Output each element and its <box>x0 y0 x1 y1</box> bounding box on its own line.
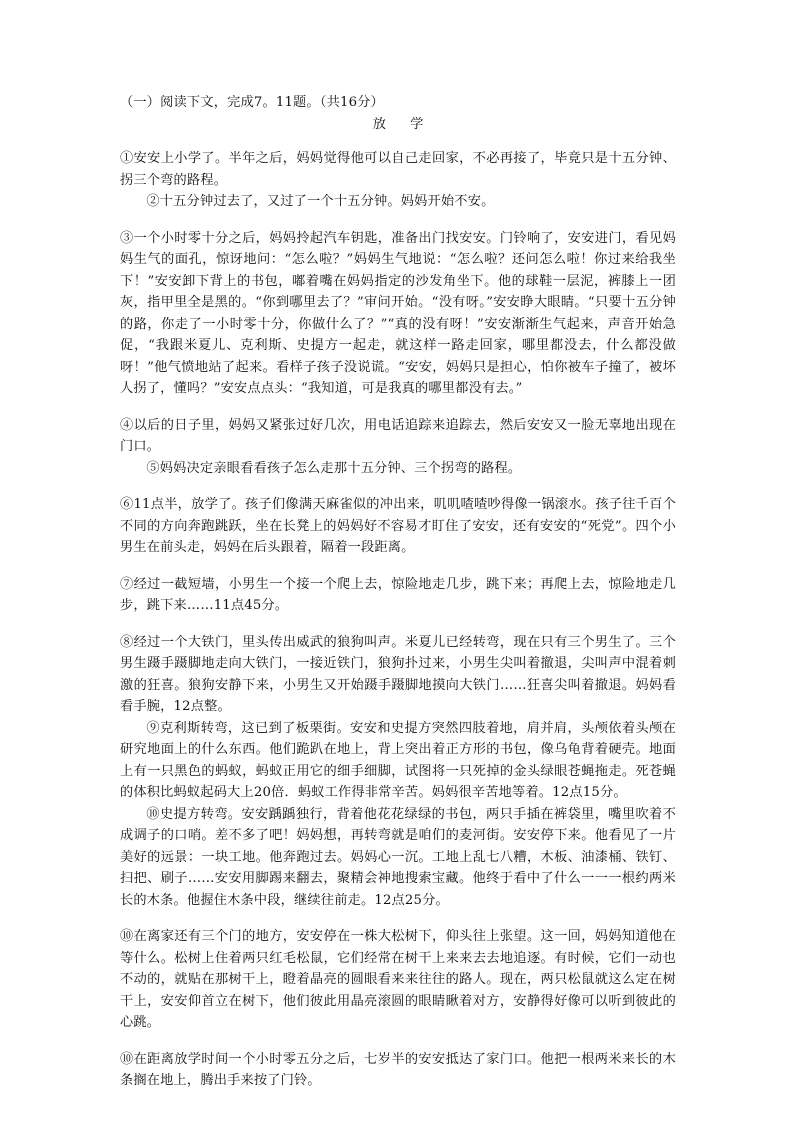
paragraph-6: ⑥11点半，放学了。孩子们像满天麻雀似的冲出来，叽叽喳喳吵得像一锅滚水。孩子往千百个不同的方向奔跑跳跃，坐在长凳上的妈妈好不容易才盯住了安安，还有安安的“死党”。四个小男生在前头走，妈妈在后头跟着，隔着一段距离。 <box>120 497 676 555</box>
paragraph-11: ⑩在离家还有三个门的地方，安安停在一株大松树下，仰头往上张望。这一回，妈妈知道他在等什么。松树上住着两只红毛松鼠，它们经常在树干上来来去去地追逐。有时候，它们一动也不动的，就贴在那树干上，瞪着晶亮的圆眼看来来往往的路人。现在，两只松鼠就这么定在树干上，安安仰首立在树下，他们彼此用晶亮滚圆的眼睛瞅着对方，安静得好像可以听到彼此的心跳。 <box>120 929 676 1030</box>
paragraph-2: ②十五分钟过去了，又过了一个十五分钟。妈妈开始不安。 <box>146 194 495 209</box>
paragraph-1: ①安安上小学了。半年之后，妈妈觉得他可以自己走回家，不必再接了，毕竟只是十五分钟、拐三个弯的路程。 <box>120 151 676 188</box>
paragraph-10: ⑩史提方转弯。安安踽踽独行，背着他花花绿绿的书包，两只手插在裤袋里，嘴里吹着不成调子的口哨。差不多了吧！妈妈想，再转弯就是咱们的麦河街。安安停下来。他看见了一片美好的远景：一块工地。他奔跑过去。妈妈心一沉。工地上乱七八糟，木板、油漆桶、铁钉、扫把、刷子……安安用脚踢来翻去，聚精会神地搜索宝藏。他终于看中了什么一一一根约两米长的木条。他握住木条中段，继续往前走。12点25分。 <box>120 806 676 908</box>
paragraph-12: ⑩在距离放学时间一个小时零五分之后，七岁半的安安抵达了家门口。他把一根两米来长的木条搁在地上，腾出手来按了门铃。 <box>120 1051 676 1088</box>
document-page <box>120 92 676 1092</box>
story-title: 放 学 <box>372 116 434 132</box>
paragraph-8: ⑧经过一个大铁门，里头传出威武的狼狗叫声。米夏儿已经转弯，现在只有三个男生了。三个男生蹑手蹑脚地走向大铁门，一接近铁门，狼狗扑过来，小男生尖叫着撤退，尖叫声中混着刺激的狂喜。狼狗安静下来，小男生又开始蹑手蹑脚地摸向大铁门……狂喜尖叫着撤退。妈妈看看手腕，12点整。 <box>120 634 676 714</box>
paragraph-9: ⑨克利斯转弯，这已到了板栗街。安安和史提方突然四肢着地，肩并肩，头颅依着头颅在研究地面上的什么东西。他们跪趴在地上，背上突出着正方形的书包，像乌龟背着硬壳。地面上有一只黑色的蚂蚁，蚂蚁正用它的细手细脚，试图将一只死掉的金头绿眼苍蝇拖走。死苍蝇的体积比蚂蚁起码大上20倍．蚂蚁工作得非常辛苦。妈妈很辛苦地等着。12点15分。 <box>120 720 676 800</box>
paragraph-5: ⑤妈妈决定亲眼看看孩子怎么走那十五分钟、三个拐弯的路程。 <box>146 460 522 476</box>
paragraph-3: ③一个小时零十分之后，妈妈拎起汽车钥匙，准备出门找安安。门铃响了，安安进门，看见妈妈生气的面孔，惊讶地问：“怎么啦？”妈妈生气地说：“怎么啦？还问怎么啦！你过来给我坐下！”安安卸下背上的书包，嘟着嘴在妈妈指定的沙发角坐下。他的球鞋一层泥，裤膝上一团灰，指甲里全是黑的。“你到哪里去了？”审问开始。“没有呀。”安安睁大眼睛。“只要十五分钟的路，你走了一小时零十分，你做什么了？”“真的没有呀！”安安渐渐生气起来，声音开始急促，“我跟米夏儿、克利斯、史提方一起走，就这样一路走回家，哪里都没去，什么都没做呀！”他气愤地站了起来。看样子孩子没说谎。“安安，妈妈只是担心，怕你被车子撞了，被坏人拐了，懂吗？”安安点点头：“我知道，可是我真的哪里都没有去。” <box>120 230 676 396</box>
paragraph-7: ⑦经过一截短墙，小男生一个接一个爬上去，惊险地走几步，跳下来；再爬上去，惊险地走几步，跳下来……11点45分。 <box>120 576 676 613</box>
paragraph-4: ④以后的日子里，妈妈又紧张过好几次，用电话追踪来追踪去，然后安安又一脸无辜地出现在门口。 <box>120 417 676 454</box>
section-heading: （一）阅读下文，完成7。11题。（共16分） <box>120 95 384 110</box>
